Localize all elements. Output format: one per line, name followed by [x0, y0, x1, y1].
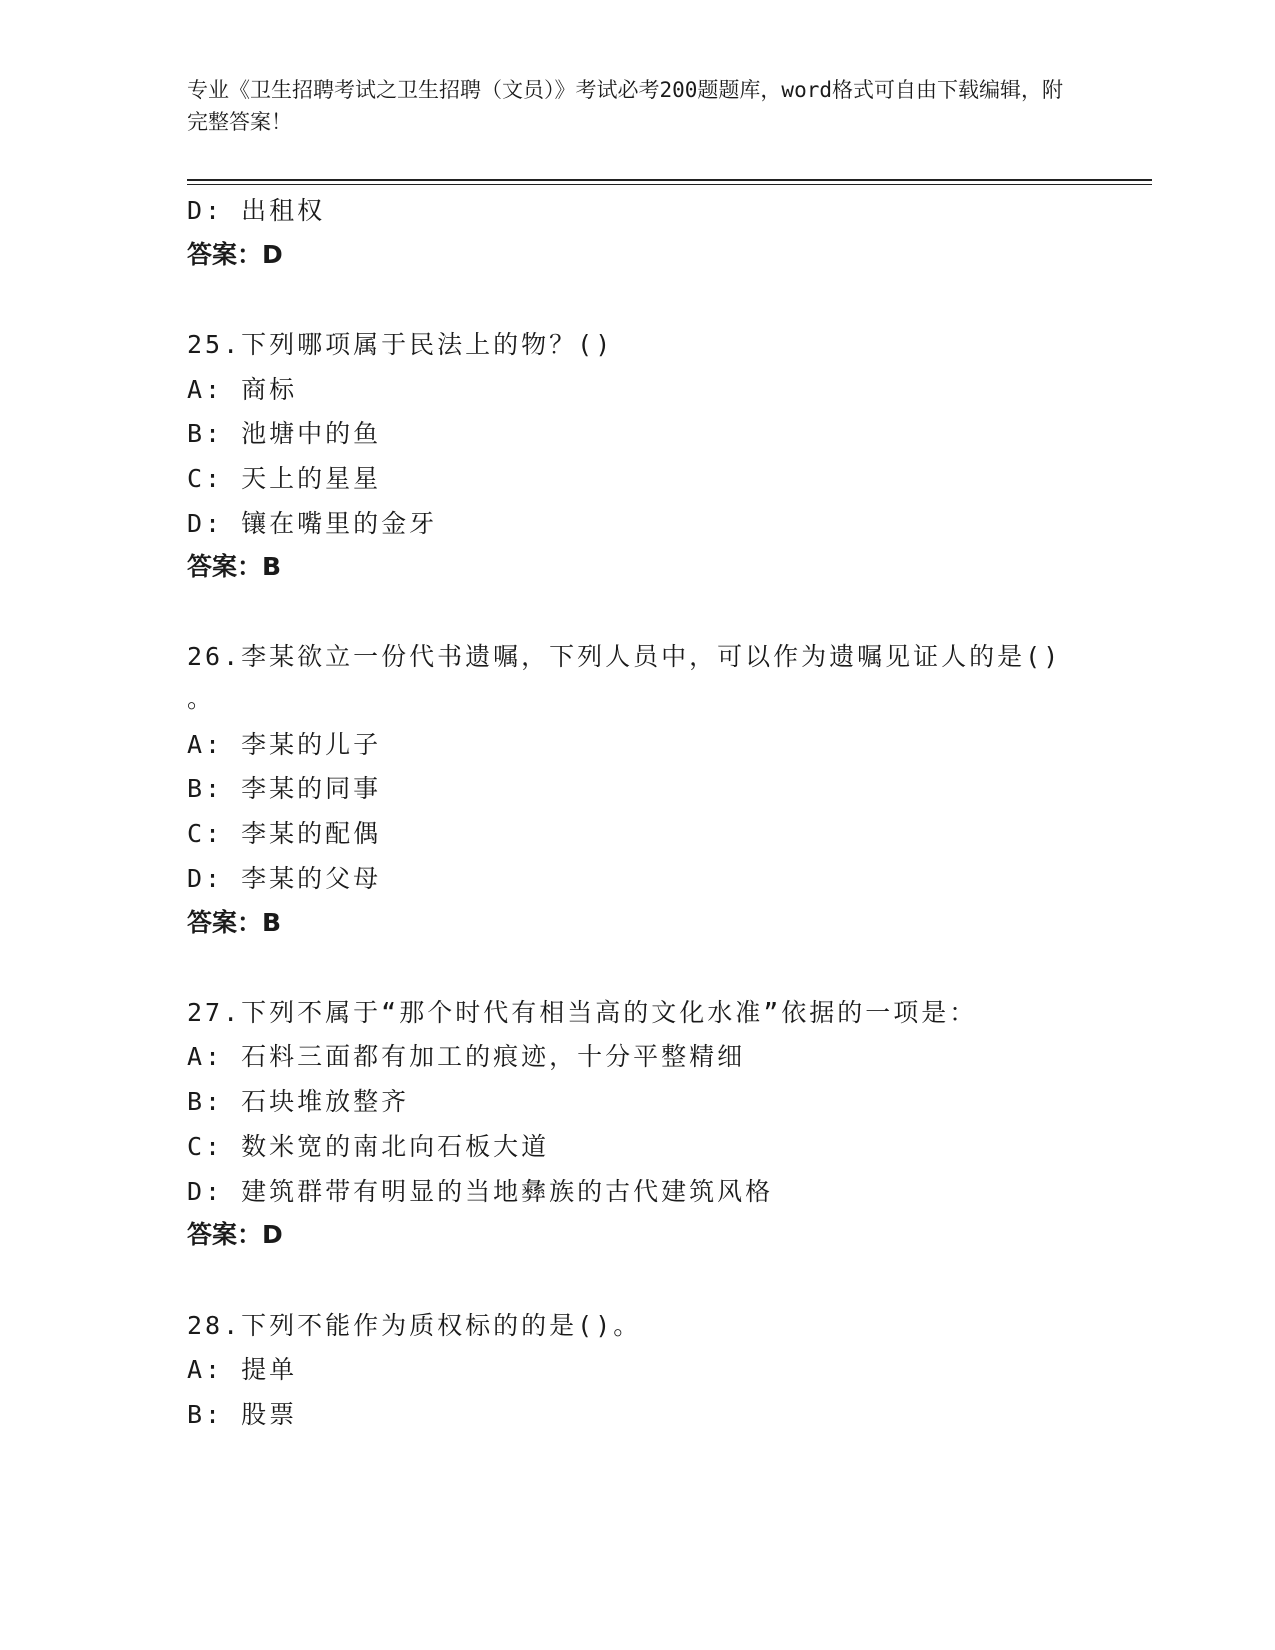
prev-option-d: D: 出租权	[187, 196, 326, 225]
header-rule-thin	[187, 184, 1152, 185]
q25-answer: 答案：B	[187, 552, 282, 581]
q25-option-a: A: 商标	[187, 375, 298, 404]
question-25: 25.下列哪项属于民法上的物？()	[187, 330, 614, 359]
q28-option-b: B: 股票	[187, 1400, 298, 1429]
q25-option-d: D: 镶在嘴里的金牙	[187, 509, 438, 538]
q26-option-a: A: 李某的儿子	[187, 730, 382, 759]
q26-option-b: B: 李某的同事	[187, 774, 382, 803]
q25-option-c: C: 天上的星星	[187, 464, 382, 493]
q27-option-b: B: 石块堆放整齐	[187, 1087, 410, 1116]
prev-answer: 答案：D	[187, 240, 283, 269]
q25-option-b: B: 池塘中的鱼	[187, 419, 382, 448]
question-28: 28.下列不能作为质权标的的是()。	[187, 1311, 642, 1340]
q26-option-d: D: 李某的父母	[187, 864, 382, 893]
document-header: 专业《卫生招聘考试之卫生招聘（文员）》考试必考200题题库，word格式可自由下载编辑，附完整答案！	[187, 78, 1063, 134]
q26-answer: 答案：B	[187, 908, 282, 937]
question-26-cont: 。	[187, 684, 216, 713]
q27-answer: 答案：D	[187, 1220, 283, 1249]
q26-option-c: C: 李某的配偶	[187, 819, 382, 848]
q27-option-d: D: 建筑群带有明显的当地彝族的古代建筑风格	[187, 1177, 774, 1206]
q27-option-c: C: 数米宽的南北向石板大道	[187, 1132, 550, 1161]
question-26: 26.李某欲立一份代书遗嘱，下列人员中，可以作为遗嘱见证人的是()	[187, 642, 1062, 671]
q27-option-a: A: 石料三面都有加工的痕迹，十分平整精细	[187, 1042, 746, 1071]
header-rule-thick	[187, 179, 1152, 181]
q28-option-a: A: 提单	[187, 1355, 298, 1384]
question-27: 27.下列不属于“那个时代有相当高的文化水准”依据的一项是：	[187, 998, 978, 1027]
